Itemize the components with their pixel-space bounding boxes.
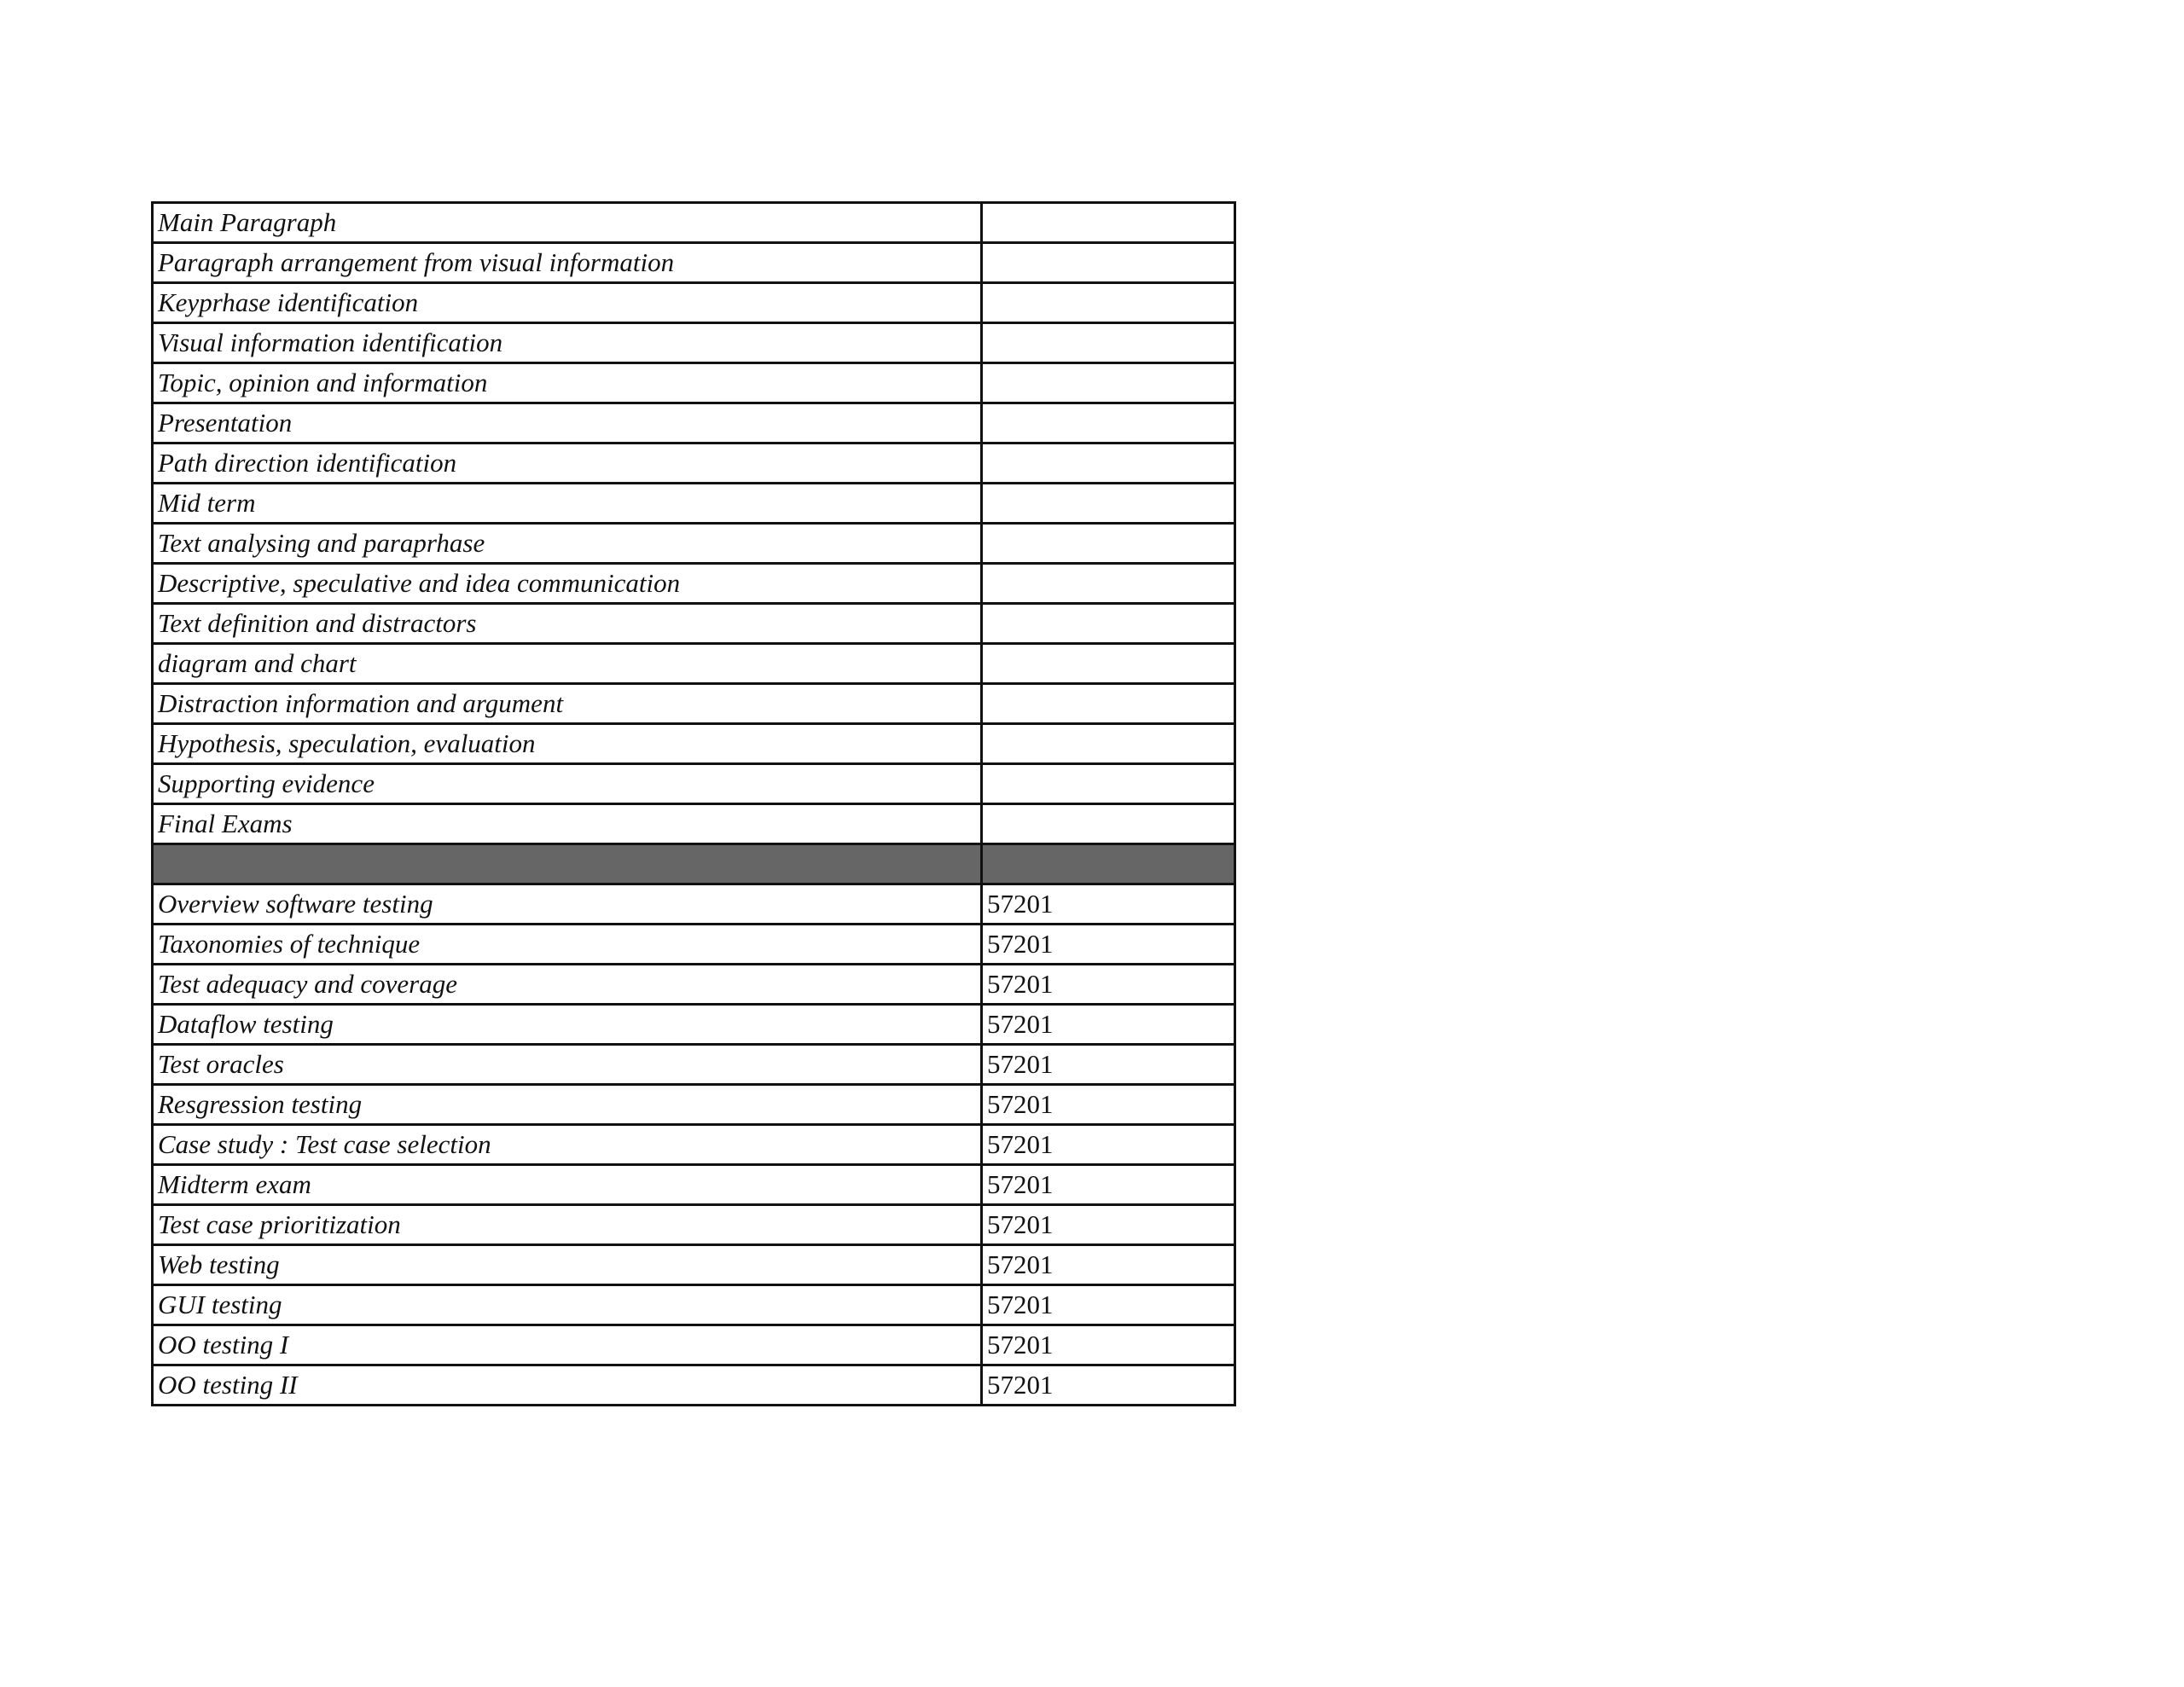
topic-cell: Test oracles xyxy=(153,1045,982,1085)
code-cell xyxy=(982,764,1235,804)
table-row xyxy=(153,1365,1235,1406)
topic-cell: Case study : Test case selection xyxy=(153,1125,982,1165)
code-cell: 57201 xyxy=(982,1205,1235,1245)
code-cell: 57201 xyxy=(982,1085,1235,1125)
topic-cell: Path direction identification xyxy=(153,443,982,484)
code-cell xyxy=(982,203,1235,243)
topic-cell: OO testing II xyxy=(153,1365,982,1406)
code-cell xyxy=(982,243,1235,283)
topic-cell: Test case prioritization xyxy=(153,1205,982,1245)
code-cell xyxy=(982,363,1235,403)
code-cell: 57201 xyxy=(982,925,1235,965)
topic-cell: Main Paragraph xyxy=(153,203,982,243)
code-cell: 57201 xyxy=(982,1365,1235,1406)
topic-cell: Mid term xyxy=(153,484,982,524)
code-cell: 57201 xyxy=(982,1245,1235,1285)
separator-cell xyxy=(153,844,982,884)
topic-cell: Supporting evidence xyxy=(153,764,982,804)
table-row xyxy=(153,684,1235,724)
table-row xyxy=(153,283,1235,323)
topic-cell: diagram and chart xyxy=(153,644,982,684)
topic-cell: Presentation xyxy=(153,403,982,443)
topic-cell: Visual information identification xyxy=(153,323,982,363)
topic-cell: Dataflow testing xyxy=(153,1005,982,1045)
table-row xyxy=(153,323,1235,363)
topic-cell: Test adequacy and coverage xyxy=(153,965,982,1005)
table-row xyxy=(153,243,1235,283)
table-row xyxy=(153,1245,1235,1285)
code-cell: 57201 xyxy=(982,1165,1235,1205)
code-cell: 57201 xyxy=(982,1325,1235,1365)
code-cell xyxy=(982,724,1235,764)
table-row xyxy=(153,1005,1235,1045)
topic-cell: Keyprhase identification xyxy=(153,283,982,323)
table-row xyxy=(153,884,1235,925)
code-cell: 57201 xyxy=(982,1045,1235,1085)
table-row xyxy=(153,1205,1235,1245)
table-row xyxy=(153,1045,1235,1085)
course-topics-table xyxy=(151,201,1236,1406)
table-row xyxy=(153,1325,1235,1365)
topic-cell: Paragraph arrangement from visual information xyxy=(153,243,982,283)
code-cell: 57201 xyxy=(982,1125,1235,1165)
table-row xyxy=(153,1125,1235,1165)
topic-cell: Resgression testing xyxy=(153,1085,982,1125)
topic-cell: Hypothesis, speculation, evaluation xyxy=(153,724,982,764)
topic-cell: Distraction information and argument xyxy=(153,684,982,724)
topic-cell: Topic, opinion and information xyxy=(153,363,982,403)
table-row xyxy=(153,484,1235,524)
code-cell xyxy=(982,684,1235,724)
code-cell: 57201 xyxy=(982,965,1235,1005)
code-cell xyxy=(982,524,1235,564)
code-cell xyxy=(982,323,1235,363)
topic-cell: GUI testing xyxy=(153,1285,982,1325)
table-row xyxy=(153,564,1235,604)
table-row xyxy=(153,604,1235,644)
topic-cell: OO testing I xyxy=(153,1325,982,1365)
code-cell xyxy=(982,564,1235,604)
table-row xyxy=(153,1165,1235,1205)
table-row xyxy=(153,203,1235,243)
code-cell: 57201 xyxy=(982,884,1235,925)
topic-cell: Descriptive, speculative and idea communication xyxy=(153,564,982,604)
table-row xyxy=(153,965,1235,1005)
code-cell xyxy=(982,403,1235,443)
table-row xyxy=(153,925,1235,965)
separator-cell xyxy=(982,844,1235,884)
table-row xyxy=(153,764,1235,804)
topic-cell: Midterm exam xyxy=(153,1165,982,1205)
topic-cell: Taxonomies of technique xyxy=(153,925,982,965)
table-row xyxy=(153,524,1235,564)
table-row xyxy=(153,403,1235,443)
table-row xyxy=(153,1085,1235,1125)
section-separator-row xyxy=(153,844,1235,884)
table-row xyxy=(153,724,1235,764)
table-row xyxy=(153,804,1235,844)
code-cell xyxy=(982,604,1235,644)
code-cell xyxy=(982,484,1235,524)
topic-cell: Web testing xyxy=(153,1245,982,1285)
topic-cell: Overview software testing xyxy=(153,884,982,925)
topic-cell: Final Exams xyxy=(153,804,982,844)
topic-cell: Text analysing and paraprhase xyxy=(153,524,982,564)
code-cell xyxy=(982,804,1235,844)
table-body xyxy=(153,203,1235,1406)
table-row xyxy=(153,363,1235,403)
code-cell xyxy=(982,644,1235,684)
table-row xyxy=(153,644,1235,684)
table-row xyxy=(153,1285,1235,1325)
code-cell: 57201 xyxy=(982,1005,1235,1045)
topic-cell: Text definition and distractors xyxy=(153,604,982,644)
code-cell xyxy=(982,283,1235,323)
code-cell xyxy=(982,443,1235,484)
table-row xyxy=(153,443,1235,484)
code-cell: 57201 xyxy=(982,1285,1235,1325)
